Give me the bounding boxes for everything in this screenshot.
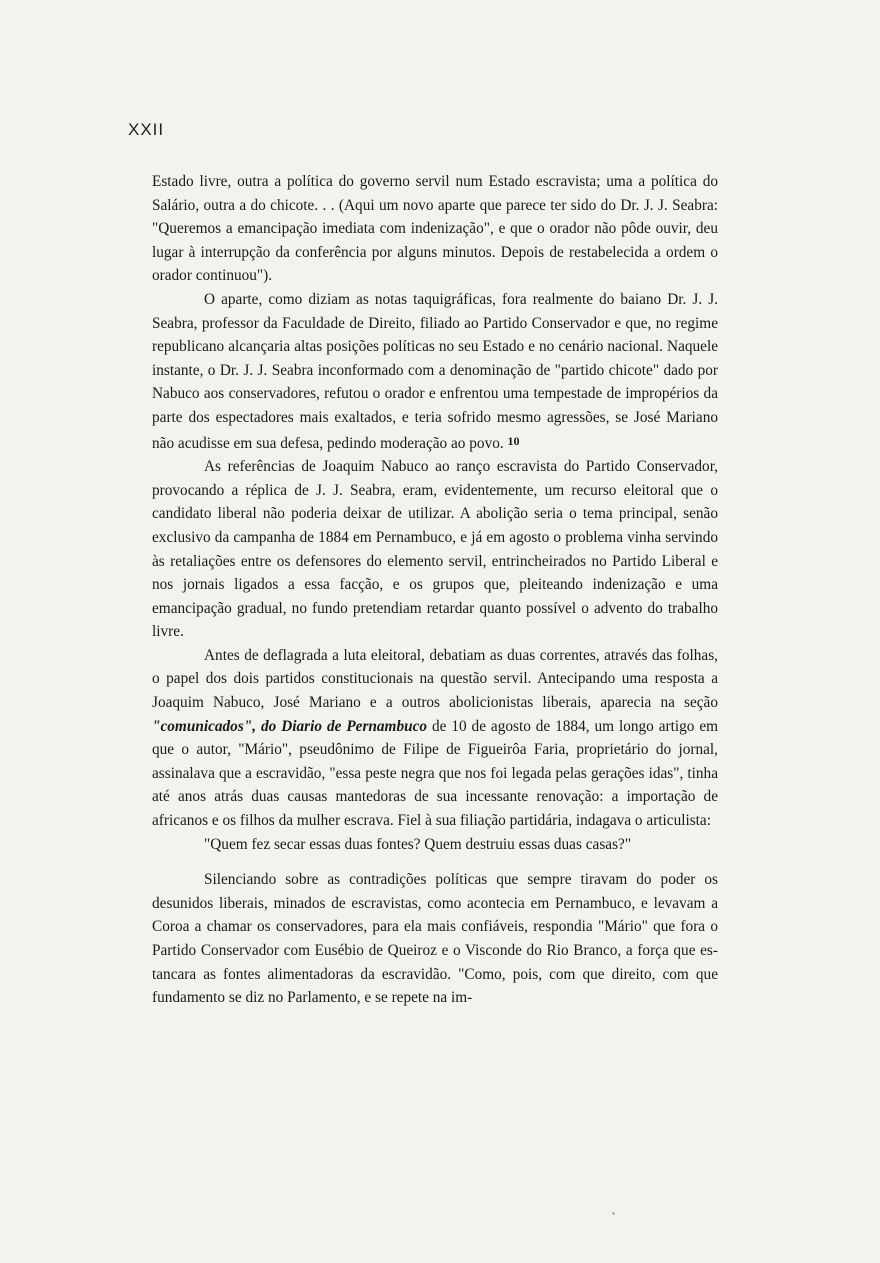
paragraph-6: Silenciando sobre as contradições políticas que sempre tiravam do poder os desunidos liberais, minados de escravistas, como acontecia em Pernambuco, e levavam a Coroa a chamar os conservadores, para ela mais confiáveis, respondia "Mário" que fora o Partido Conservador com Eusébio de Queiroz e o Visconde do Rio Branco, a força que estancara as fontes alimentadoras da escravidão. "Como, pois, com que direito, com que fundamento se diz no Parlamento, e se repete na im- [152, 871, 718, 1007]
paragraph-4-text-a: Antes de deflagrada a luta eleitoral, debatiam as duas correntes, através das folhas, o papel dos dois partidos constitucionais na questão servil. Antecipando uma resposta a Joaquim Nabuco, José Mariano e a outros abolicionistas liberais, aparecia na seção [152, 646, 718, 712]
paragraph-2-text: O aparte, como diziam as notas taquigráficas, fora realmente do baiano Dr. J. J. Seabra, professor da Faculdade de Direito, filiado ao Partido Conservador e que, no regime republicano alcançaria altas posições políticas no seu Estado e no cenário nacional. Naquele instante, o Dr. J. J. Seabra inconformado com a denominação de "partido chicote" dado por Nabuco aos conservadores, refutou o orador e enfrentou uma tempestade de impropérios da parte dos espectadores mais exaltados, e teria sofrido mesmo agressões, se José Mariano não acudisse em sua defesa, pedindo moderação ao povo. [152, 290, 718, 452]
paragraph-3: As referências de Joaquim Nabuco ao ranço escravista do Partido Conservador, provocando a réplica de J. J. Seabra, eram, evidentemente, um recurso eleitoral que o candidato liberal não poderia deixar de utilizar. A abolição seria o tema principal, senão exclusivo da campanha de 1884 em Pernambuco, e já em agosto o problema vinha servindo às retaliações entre os defensores do elemento servil, entrincheirados no Partido Liberal e nos jornais ligados a essa facção, e os grupos que, pleiteando indenização e uma emancipação gradual, no fundo pretendiam retardar quanto possível o advento do trabalho livre. [152, 458, 718, 641]
paragraph-4-text-b: de 10 de agosto de 1884, um longo artigo em que o autor, "Mário", pseudônimo de Filipe de Figueirôa Faria, proprietário do jornal, assinalava que a escravidão, "essa peste negra que nos foi legada pelas gerações idas", tinha até anos atrás duas causas mantedoras de sua incessante renovação: a importação de africanos e os filhos da mulher escrava. Fiel à sua filiação partidária, indagava o articulista: [152, 717, 719, 830]
scan-speck [612, 1212, 615, 1215]
paragraph-4 [152, 644, 718, 833]
body-text [152, 170, 718, 1010]
paragraph-5-quote: "Quem fez secar essas duas fontes? Quem destruiu essas duas casas?" [204, 835, 632, 853]
footnote-ref-10: 10 [507, 433, 520, 448]
paragraph-2 [152, 288, 718, 455]
paragraph-1: Estado livre, outra a política do governo servil num Estado escravista; uma a política do Salário, outra a do chicote. . . (Aqui um novo aparte que parece ter sido do Dr. J. J. Seabra: "Queremos a emancipação imediata com indenização", e que o orador não pôde ouvir, deu lugar à interrupção da conferência por alguns minutos. Depois de restabelecida a ordem o orador continuou"). [152, 173, 718, 285]
newspaper-section-title: "comunicados", do Diario de Pernambuco [152, 717, 428, 735]
page-number: XXII [128, 120, 165, 139]
